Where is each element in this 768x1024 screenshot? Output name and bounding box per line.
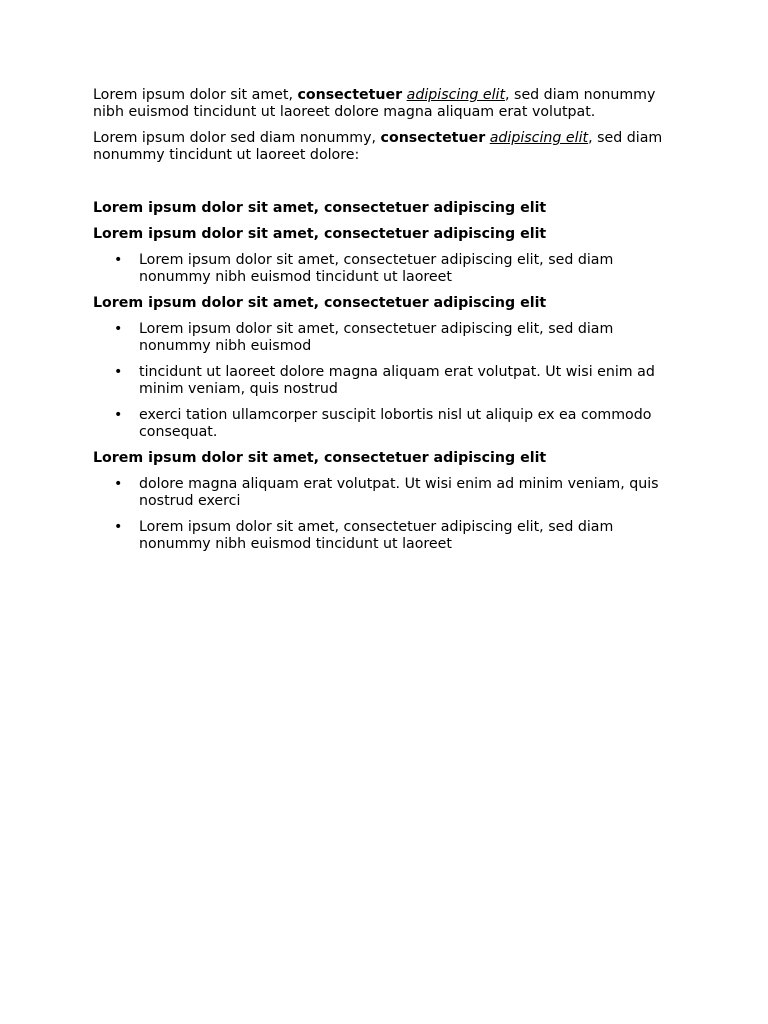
list-item [93, 407, 673, 441]
list-item [93, 364, 673, 398]
section-heading-1: Lorem ipsum dolor sit amet, consectetuer adipiscing elit [93, 200, 547, 216]
list-item [93, 252, 673, 286]
bold-text: consectetuer [297, 87, 403, 103]
bullet-icon: • [114, 407, 123, 423]
bullet-list-3 [93, 321, 673, 441]
list-item-text: Lorem ipsum dolor sit amet, consectetuer adipiscing elit, sed diam nonummy nibh euismod [139, 321, 614, 354]
list-item-text: Lorem ipsum dolor sit amet, consectetuer adipiscing elit, sed diam nonummy nibh euismod tincidunt ut laoreet [139, 252, 614, 285]
intro-paragraph-2 [93, 130, 673, 164]
section-heading-2: Lorem ipsum dolor sit amet, consectetuer adipiscing elit [93, 226, 547, 242]
bullet-list-2 [93, 252, 673, 286]
bullet-icon: • [114, 364, 123, 380]
list-item-text: dolore magna aliquam erat volutpat. Ut wisi enim ad minim veniam, quis nostrud exerci [139, 476, 659, 509]
list-item-text: exerci tation ullamcorper suscipit lobortis nisl ut aliquip ex ea commodo consequat. [139, 407, 652, 440]
list-item [93, 519, 673, 553]
bullet-icon: • [114, 519, 123, 535]
bullet-icon: • [114, 252, 123, 268]
section-heading-4: Lorem ipsum dolor sit amet, consectetuer adipiscing elit [93, 450, 547, 466]
document-body [93, 87, 673, 562]
intro-text-tail: , sed diam nonummy tincidunt ut laoreet dolore: [93, 130, 663, 163]
bullet-icon: • [114, 321, 123, 337]
bold-text: consectetuer [380, 130, 486, 146]
italic-underline-text: adipiscing elit [489, 130, 589, 146]
italic-underline-text: adipiscing elit [406, 87, 506, 103]
intro-text: Lorem ipsum dolor sed diam nonummy, [93, 130, 381, 146]
bullet-icon: • [114, 476, 123, 492]
intro-text: Lorem ipsum dolor sit amet, [93, 87, 298, 103]
bullet-list-4 [93, 476, 673, 553]
list-item [93, 321, 673, 355]
section-heading-3: Lorem ipsum dolor sit amet, consectetuer adipiscing elit [93, 295, 547, 311]
list-item [93, 476, 673, 510]
list-item-text: Lorem ipsum dolor sit amet, consectetuer adipiscing elit, sed diam nonummy nibh euismod tincidunt ut laoreet [139, 519, 614, 552]
intro-text-tail: , sed diam nonummy nibh euismod tincidunt ut laoreet dolore magna aliquam erat volutpat. [93, 87, 656, 120]
list-item-text: tincidunt ut laoreet dolore magna aliquam erat volutpat. Ut wisi enim ad minim veniam, quis nostrud [139, 364, 655, 397]
intro-paragraph-1 [93, 87, 673, 121]
